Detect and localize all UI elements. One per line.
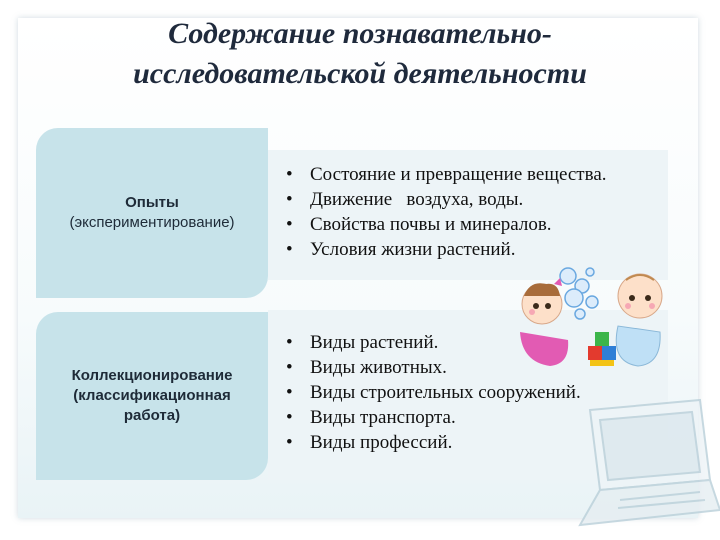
list-item bbox=[280, 162, 607, 187]
category-box-collecting bbox=[36, 312, 268, 480]
list-item bbox=[280, 380, 581, 405]
title-line-1: Содержание познавательно- bbox=[168, 17, 552, 50]
category-label-experiments-subtitle: (экспериментирование) bbox=[69, 214, 235, 231]
list-item-text: Виды растений. bbox=[310, 332, 439, 353]
category-box-experiments bbox=[36, 128, 268, 298]
title-line-2: исследовательской деятельности bbox=[133, 57, 587, 90]
list-item bbox=[280, 430, 581, 455]
bullet-icon: • bbox=[286, 214, 293, 235]
list-item-text: Свойства почвы и минералов. bbox=[310, 214, 552, 235]
list-item bbox=[280, 405, 581, 430]
bullet-icon: • bbox=[286, 164, 293, 185]
bullet-icon: • bbox=[286, 407, 293, 428]
list-item-text: Виды транспорта. bbox=[310, 407, 456, 428]
bullet-icon: • bbox=[286, 332, 293, 353]
category-label-experiments-title: Опыты bbox=[125, 194, 179, 211]
list-item-text: Движение воздуха, воды. bbox=[310, 189, 524, 210]
bullet-icon: • bbox=[286, 432, 293, 453]
category-label-collecting-title: Коллекционирование bbox=[71, 367, 233, 384]
bullet-icon: • bbox=[286, 189, 293, 210]
list-item bbox=[280, 187, 607, 212]
list-item-text: Виды строительных сооружений. bbox=[310, 382, 581, 403]
slide-title bbox=[30, 14, 690, 94]
category-label-collecting-subtitle-2: работа) bbox=[123, 407, 181, 424]
list-item-text: Виды животных. bbox=[310, 357, 447, 378]
list-item bbox=[280, 212, 607, 237]
bullet-icon: • bbox=[286, 239, 293, 260]
bullet-icon: • bbox=[286, 357, 293, 378]
list-item-text: Условия жизни растений. bbox=[310, 239, 516, 260]
experiments-list bbox=[280, 162, 607, 262]
bullet-icon: • bbox=[286, 382, 293, 403]
list-item-text: Состояние и превращение вещества. bbox=[310, 164, 607, 185]
list-item-text: Виды профессий. bbox=[310, 432, 453, 453]
list-item bbox=[280, 237, 607, 262]
babies-bubbles-illustration bbox=[510, 262, 670, 372]
laptop-decoration-icon bbox=[560, 390, 720, 540]
category-label-collecting-subtitle-1: (классификационная bbox=[73, 387, 231, 404]
